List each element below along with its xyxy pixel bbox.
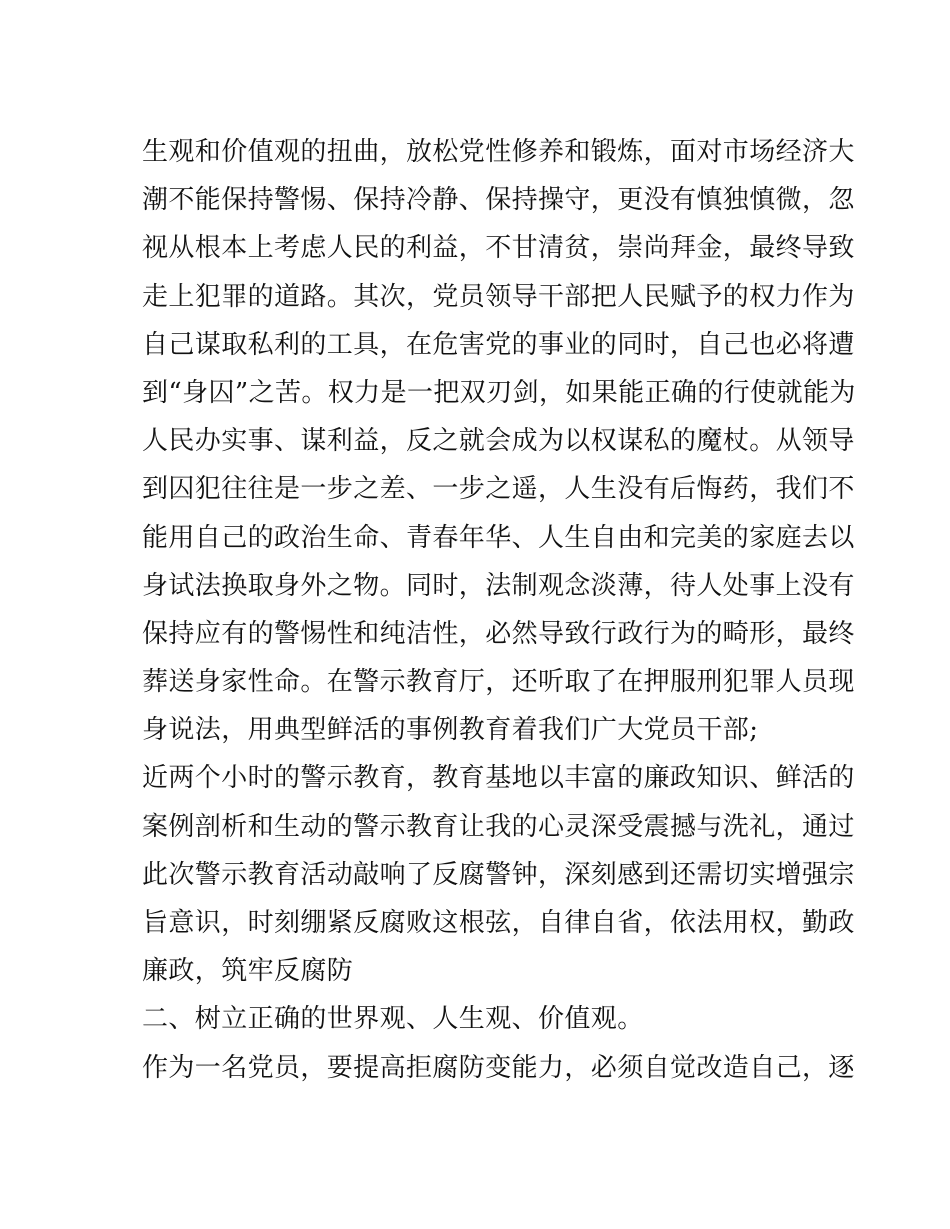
text-line: 作为一名党员，要提高拒腐防变能力，必须自觉改造自己，逐 <box>142 1052 855 1083</box>
body-text <box>142 128 856 1092</box>
text-line: 人民办实事、谋利益，反之就会成为以权谋私的魔杖。从领导 <box>142 426 855 457</box>
text-line: 视从根本上考虑人民的利益，不甘清贫，崇尚拜金，最终导致 <box>142 233 855 264</box>
text-line: 身说法，用典型鲜活的事例教育着我们广大党员干部; <box>142 715 759 746</box>
text-line: 此次警示教育活动敲响了反腐警钟，深刻感到还需切实增强宗 <box>142 859 855 890</box>
text-line: 生观和价值观的扭曲，放松党性修养和锻炼，面对市场经济大 <box>142 137 855 167</box>
text-line: 近两个小时的警示教育，教育基地以丰富的廉政知识、鲜活的 <box>142 763 855 794</box>
text-line: 到“身囚”之苦。权力是一把双刃剑，如果能正确的行使就能为 <box>142 377 856 408</box>
text-line: 潮不能保持警惕、保持冷静、保持操守，更没有慎独慎微，忽 <box>142 185 855 216</box>
text-line: 能用自己的政治生命、青春年华、人生自由和完美的家庭去以 <box>142 522 855 553</box>
text-line: 自己谋取私利的工具，在危害党的事业的同时，自己也必将遭 <box>142 329 855 360</box>
text-line: 身试法换取身外之物。同时，法制观念淡薄，待人处事上没有 <box>142 570 855 601</box>
text-line: 葬送身家性命。在警示教育厅，还听取了在押服刑犯罪人员现 <box>142 667 855 698</box>
text-line: 到囚犯往往是一步之差、一步之遥，人生没有后悔药，我们不 <box>142 474 855 505</box>
text-line: 走上犯罪的道路。其次，党员领导干部把人民赋予的权力作为 <box>142 281 855 312</box>
section-heading: 二、树立正确的世界观、人生观、价值观。 <box>142 1004 644 1035</box>
text-line: 旨意识，时刻绷紧反腐败这根弦，自律自省，依法用权，勤政 <box>142 908 855 938</box>
text-line: 廉政，筑牢反腐防 <box>142 956 354 987</box>
text-line: 案例剖析和生动的警示教育让我的心灵深受震撼与洗礼，通过 <box>142 811 855 842</box>
text-line: 保持应有的警惕性和纯洁性，必然导致行政行为的畸形，最终 <box>142 618 855 649</box>
